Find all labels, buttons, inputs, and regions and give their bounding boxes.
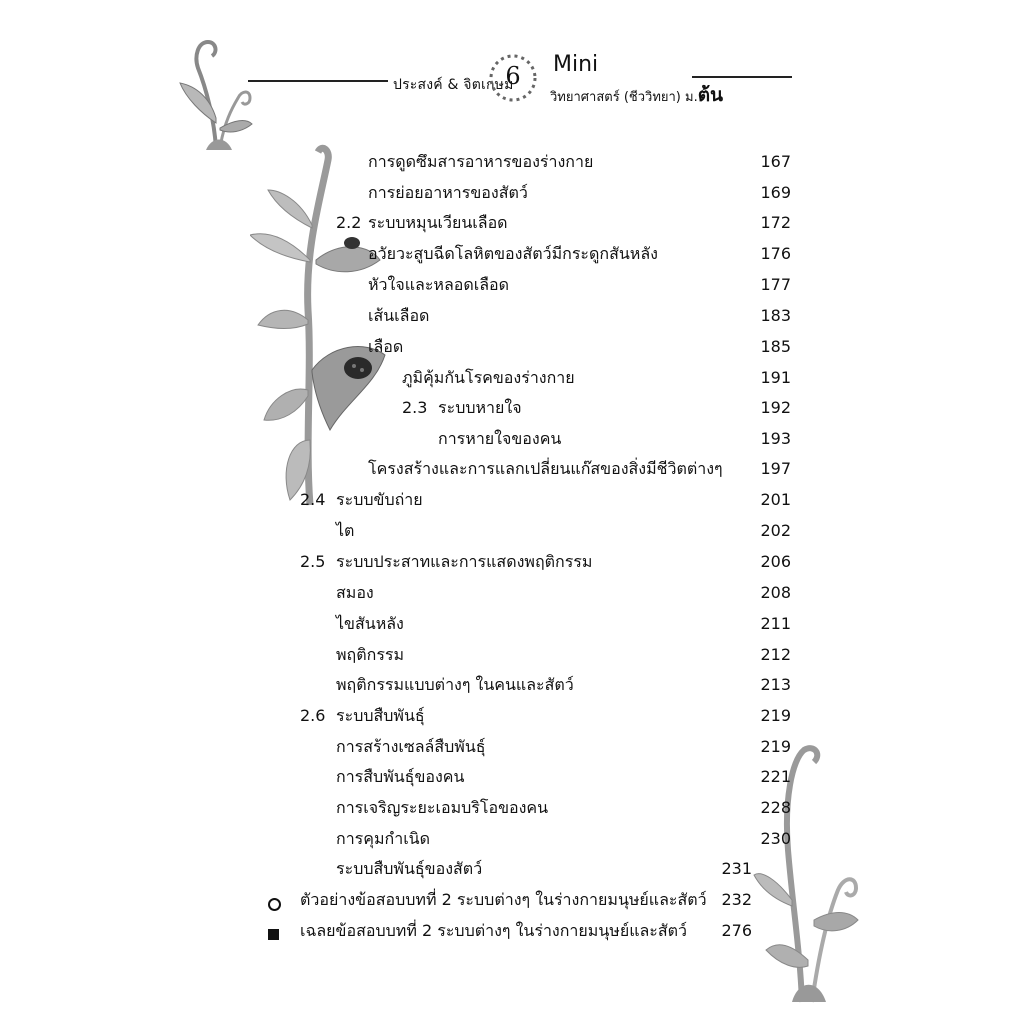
toc-section-number: 2.3 bbox=[402, 398, 428, 417]
toc-entry-label: เฉลยข้อสอบบทที่ 2 ระบบต่างๆ ในร่างกายมนุษย์และสัตว์ bbox=[300, 921, 688, 940]
toc-entry-page: 221 bbox=[760, 767, 791, 786]
brand-level: ต้น bbox=[697, 84, 724, 106]
toc-entry-page: 206 bbox=[760, 552, 791, 571]
toc-entry-label: การย่อยอาหารของสัตว์ bbox=[368, 183, 528, 202]
toc-entry-page: 213 bbox=[760, 675, 791, 694]
toc-entry-page: 219 bbox=[760, 737, 791, 756]
brand-subtitle bbox=[550, 80, 723, 110]
toc-entry-page: 230 bbox=[760, 829, 791, 848]
toc-entry-page: 276 bbox=[721, 921, 752, 940]
toc-entry-page: 219 bbox=[760, 706, 791, 725]
toc-entry-label: การสร้างเซลล์สืบพันธุ์ bbox=[336, 737, 486, 756]
toc-entry-page: 201 bbox=[760, 490, 791, 509]
toc-entry-label: เส้นเลือด bbox=[368, 306, 430, 325]
toc-entry-label: พฤติกรรม bbox=[336, 645, 405, 664]
toc-entry-label: การดูดซึมสารอาหารของร่างกาย bbox=[368, 152, 594, 171]
toc-entry-page: 212 bbox=[760, 645, 791, 664]
page-number: 6 bbox=[505, 62, 521, 90]
header-author: ประสงค์ & จิตเกษม bbox=[393, 77, 514, 93]
toc-entry-page: 169 bbox=[760, 183, 791, 202]
toc-entry-page: 176 bbox=[760, 244, 791, 263]
toc-entry-page: 177 bbox=[760, 275, 791, 294]
header-rule-right bbox=[692, 76, 792, 78]
toc-entry-label: สมอง bbox=[336, 583, 374, 602]
toc-entry-page: 202 bbox=[760, 521, 791, 540]
toc-entry-page: 167 bbox=[760, 152, 791, 171]
toc-entry-label: ระบบหายใจ bbox=[438, 398, 522, 417]
toc-entry-label: ระบบประสาทและการแสดงพฤติกรรม bbox=[336, 552, 593, 571]
brand-title: Mini bbox=[553, 52, 599, 77]
toc-entry-page: 197 bbox=[760, 459, 791, 478]
toc-entry-page: 172 bbox=[760, 213, 791, 232]
toc-entry-page: 192 bbox=[760, 398, 791, 417]
square-bullet-icon bbox=[268, 929, 279, 940]
toc-entry-page: 231 bbox=[721, 859, 752, 878]
toc-entry-label: ระบบสืบพันธุ์ bbox=[336, 706, 425, 725]
toc-entry-label: ไขสันหลัง bbox=[336, 614, 404, 633]
toc-entry-label: ไต bbox=[336, 521, 355, 540]
toc-entry-label: พฤติกรรมแบบต่างๆ ในคนและสัตว์ bbox=[336, 675, 574, 694]
toc-section-number: 2.4 bbox=[300, 490, 326, 509]
toc-entry-label: การหายใจของคน bbox=[438, 429, 562, 448]
toc-section-number: 2.6 bbox=[300, 706, 326, 725]
toc-section-number: 2.5 bbox=[300, 552, 326, 571]
toc-entry-page: 191 bbox=[760, 368, 791, 387]
toc-entry-label: ระบบหมุนเวียนเลือด bbox=[368, 213, 508, 232]
toc-entry-label: ตัวอย่างข้อสอบบทที่ 2 ระบบต่างๆ ในร่างกายมนุษย์และสัตว์ bbox=[300, 890, 707, 909]
toc-entry-label: ระบบสืบพันธุ์ของสัตว์ bbox=[336, 859, 483, 878]
toc-entry-label: การสืบพันธุ์ของคน bbox=[336, 767, 465, 786]
toc-entry-page: 183 bbox=[760, 306, 791, 325]
toc-entry-page: 193 bbox=[760, 429, 791, 448]
toc-entry-label: เลือด bbox=[368, 337, 404, 356]
toc-entry-page: 185 bbox=[760, 337, 791, 356]
toc-entry-page: 208 bbox=[760, 583, 791, 602]
toc-entry-label: อวัยวะสูบฉีดโลหิตของสัตว์มีกระดูกสันหลัง bbox=[368, 244, 658, 263]
toc-entry-label: ภูมิคุ้มกันโรคของร่างกาย bbox=[402, 368, 575, 387]
toc-entry-page: 232 bbox=[721, 890, 752, 909]
toc-entry-label: ระบบขับถ่าย bbox=[336, 490, 423, 509]
toc-entry-page: 211 bbox=[760, 614, 791, 633]
toc-entry-label: โครงสร้างและการแลกเปลี่ยนแก๊สของสิ่งมีชีวิตต่างๆ bbox=[368, 459, 723, 478]
header-rule-left bbox=[248, 80, 388, 82]
circle-bullet-icon bbox=[268, 898, 281, 911]
page-number-badge bbox=[487, 52, 539, 104]
toc-entry-label: หัวใจและหลอดเลือด bbox=[368, 275, 510, 294]
toc-entry-page: 228 bbox=[760, 798, 791, 817]
toc-entry-label: การเจริญระยะเอมบริโอของคน bbox=[336, 798, 549, 817]
plant-sprout-icon bbox=[176, 28, 256, 153]
brand-subtitle-text: วิทยาศาสตร์ (ชีววิทยา) ม. bbox=[550, 90, 698, 105]
toc-section-number: 2.2 bbox=[336, 213, 362, 232]
toc-entry-label: การคุมกำเนิด bbox=[336, 829, 430, 848]
